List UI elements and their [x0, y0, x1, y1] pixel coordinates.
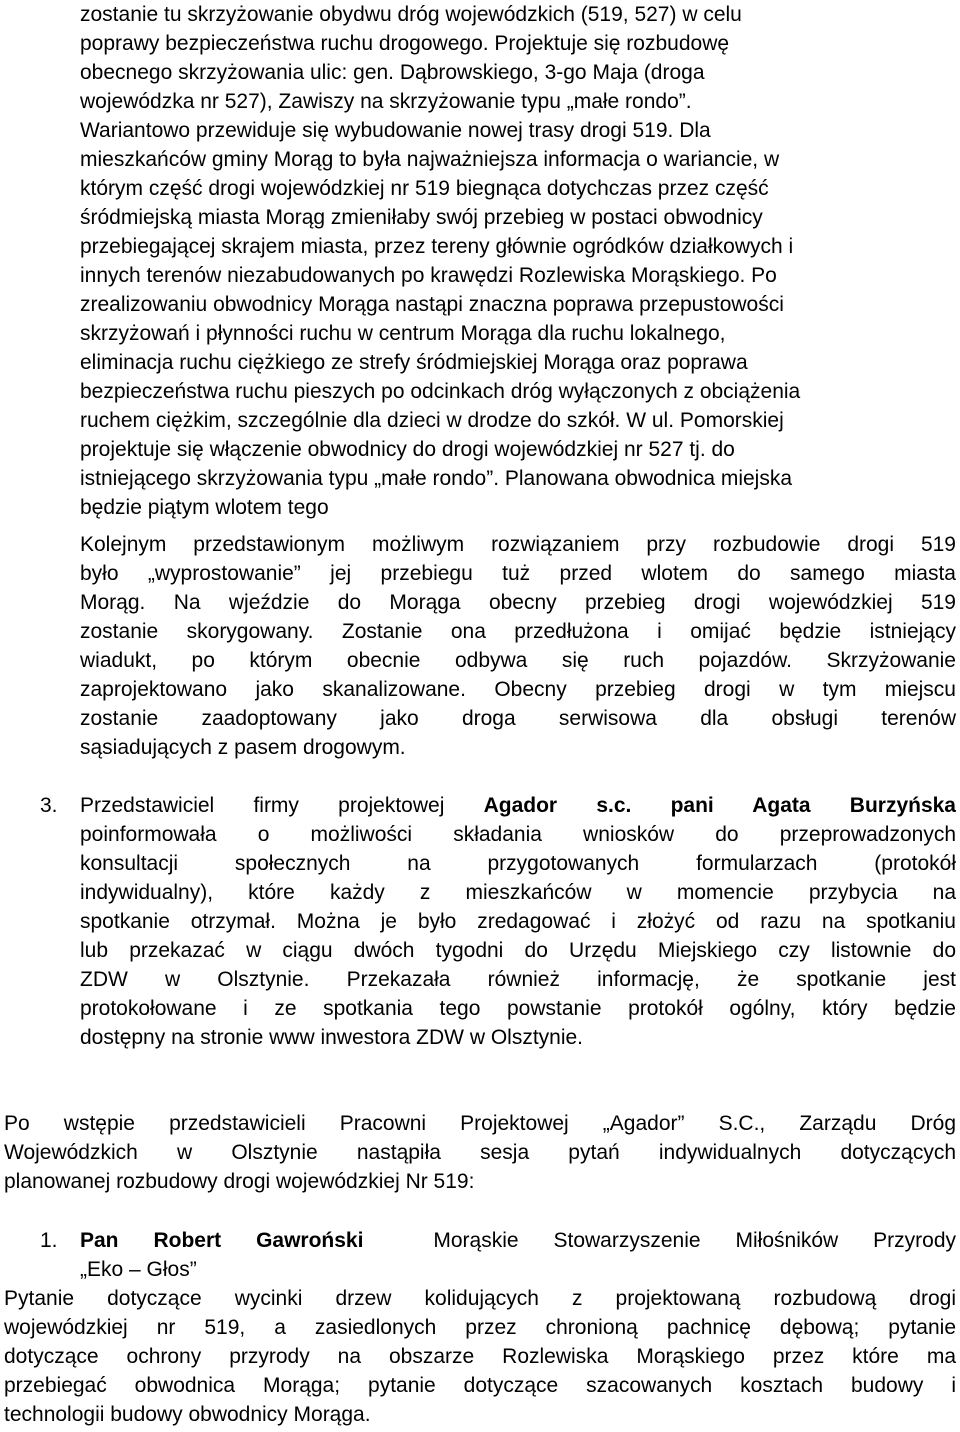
- text-line: projektuje się włączenie obwodnicy do drogi wojewódzkiej nr 527 tj. do: [80, 438, 735, 461]
- text-line: będzie piątym wlotem tego: [80, 496, 329, 519]
- text-line: eliminacja ruchu ciężkiego ze strefy śródmiejskiej Morąga oraz poprawa: [80, 351, 748, 374]
- text-line: konsultacji społecznych na przygotowanych formularzach (protokół: [80, 852, 956, 875]
- text-line: Kolejnym przedstawionym możliwym rozwiązaniem przy rozbudowie drogi 519: [80, 533, 956, 556]
- list-number: 3.: [40, 794, 58, 817]
- text-line: lub przekazać w ciągu dwóch tygodni do Urzędu Miejskiego czy listownie do: [80, 939, 956, 962]
- speaker-name: Pan Robert Gawroński: [80, 1229, 364, 1252]
- paragraph-road-variants: [80, 0, 956, 522]
- text-line: planowanej rozbudowy drogi wojewódzkiej Nr 519:: [4, 1170, 475, 1193]
- text-line: [80, 791, 956, 820]
- text-line: Pytanie dotyczące wycinki drzew kolidujących z projektowaną rozbudową drogi: [4, 1287, 956, 1310]
- text-line: przebiegającej skrajem miasta, przez tereny głównie ogródków działkowych i: [80, 235, 794, 258]
- text-line: wojewódzkiej nr 519, a zasiedlonych przez chronioną pachnicę dębową; pytanie: [4, 1316, 956, 1339]
- text-line: „Eko – Głos”: [80, 1258, 197, 1281]
- paragraph-question-session: [4, 1109, 956, 1196]
- text-line: ZDW w Olsztynie. Przekazała również informację, że spotkanie jest: [80, 968, 956, 991]
- paragraph-questions: [4, 1284, 956, 1429]
- list-item-1: [80, 1226, 956, 1284]
- text-line: poinformowała o możliwości składania wniosków do przeprowadzonych: [80, 823, 956, 846]
- text-line: Po wstępie przedstawicieli Pracowni Projektowej „Agador” S.C., Zarządu Dróg: [4, 1112, 956, 1135]
- text-line: zostanie tu skrzyżowanie obydwu dróg wojewódzkich (519, 527) w celu: [80, 3, 742, 26]
- text-line: wiadukt, po którym obecnie odbywa się ruch pojazdów. Skrzyżowanie: [80, 649, 956, 672]
- text-line: [80, 1226, 956, 1255]
- speaker-organization: Morąskie Stowarzyszenie Miłośników Przyrody: [433, 1229, 956, 1252]
- list-number: 1.: [40, 1229, 58, 1252]
- list-item-3: [80, 791, 956, 1052]
- text-line: zostanie zaadoptowany jako droga serwisowa dla obsługi terenów: [80, 707, 956, 730]
- text-line: sąsiadujących z pasem drogowym.: [80, 736, 406, 759]
- text-line: Wariantowo przewiduje się wybudowanie nowej trasy drogi 519. Dla: [80, 119, 711, 142]
- text-line: innych terenów niezabudowanych po krawędzi Rozlewiska Morąskiego. Po: [80, 264, 777, 287]
- text-line: zaprojektowano jako skanalizowane. Obecny przebieg drogi w tym miejscu: [80, 678, 956, 701]
- text-line: poprawy bezpieczeństwa ruchu drogowego. Projektuje się rozbudowę: [80, 32, 730, 55]
- text-line: zrealizowaniu obwodnicy Morąga nastąpi znaczna poprawa przepustowości: [80, 293, 784, 316]
- text-line: zostanie skorygowany. Zostanie ona przedłużona i omijać będzie istniejący: [80, 620, 956, 643]
- text-line: przebiegać obwodnica Morąga; pytanie dotyczące szacowanych kosztach budowy i: [4, 1374, 956, 1397]
- text-line: było „wyprostowanie” jej przebiegu tuż przed wlotem do samego miasta: [80, 562, 956, 585]
- item3-lead: Przedstawiciel firmy projektowej: [80, 794, 484, 817]
- text-line: wojewódzka nr 527), Zawiszy na skrzyżowanie typu „małe rondo”.: [80, 90, 692, 113]
- text-line: ruchem ciężkim, szczególnie dla dzieci w drodze do szkół. W ul. Pomorskiej: [80, 409, 784, 432]
- text-line: bezpieczeństwa ruchu pieszych po odcinkach dróg wyłączonych z obciążenia: [80, 380, 801, 403]
- text-line: skrzyżowań i płynności ruchu w centrum Morąga dla ruchu lokalnego,: [80, 322, 726, 345]
- text-line: Wojewódzkich w Olsztynie nastąpiła sesja pytań indywidualnych dotyczących: [4, 1141, 956, 1164]
- text-line: spotkanie otrzymał. Można je było zredagować i złożyć od razu na spotkaniu: [80, 910, 956, 933]
- text-line: technologii budowy obwodnicy Morąga.: [4, 1403, 371, 1426]
- text-line: indywidualny), które każdy z mieszkańców w momencie przybycia na: [80, 881, 956, 904]
- text-line: dotyczące ochrony przyrody na obszarze Rozlewiska Morąskiego przez które ma: [4, 1345, 956, 1368]
- text-line: dostępny na stronie www inwestora ZDW w Olsztynie.: [80, 1026, 584, 1049]
- company-representative: Agador s.c. pani Agata Burzyńska: [483, 794, 956, 817]
- paragraph-road-straightening: [80, 530, 956, 762]
- text-line: obecnego skrzyżowania ulic: gen. Dąbrowskiego, 3-go Maja (droga: [80, 61, 705, 84]
- text-line: Morąg. Na wjeździe do Morąga obecny przebieg drogi wojewódzkiej 519: [80, 591, 956, 614]
- text-line: śródmiejską miasta Morąg zmieniłaby swój przebieg w postaci obwodnicy: [80, 206, 763, 229]
- text-line: mieszkańców gminy Morąg to była najważniejsza informacja o wariancie, w: [80, 148, 780, 171]
- text-line: istniejącego skrzyżowania typu „małe rondo”. Planowana obwodnica miejska: [80, 467, 793, 490]
- text-line: protokołowane i ze spotkania tego powstanie protokół ogólny, który będzie: [80, 997, 956, 1020]
- text-line: którym część drogi wojewódzkiej nr 519 biegnąca dotychczas przez część: [80, 177, 769, 200]
